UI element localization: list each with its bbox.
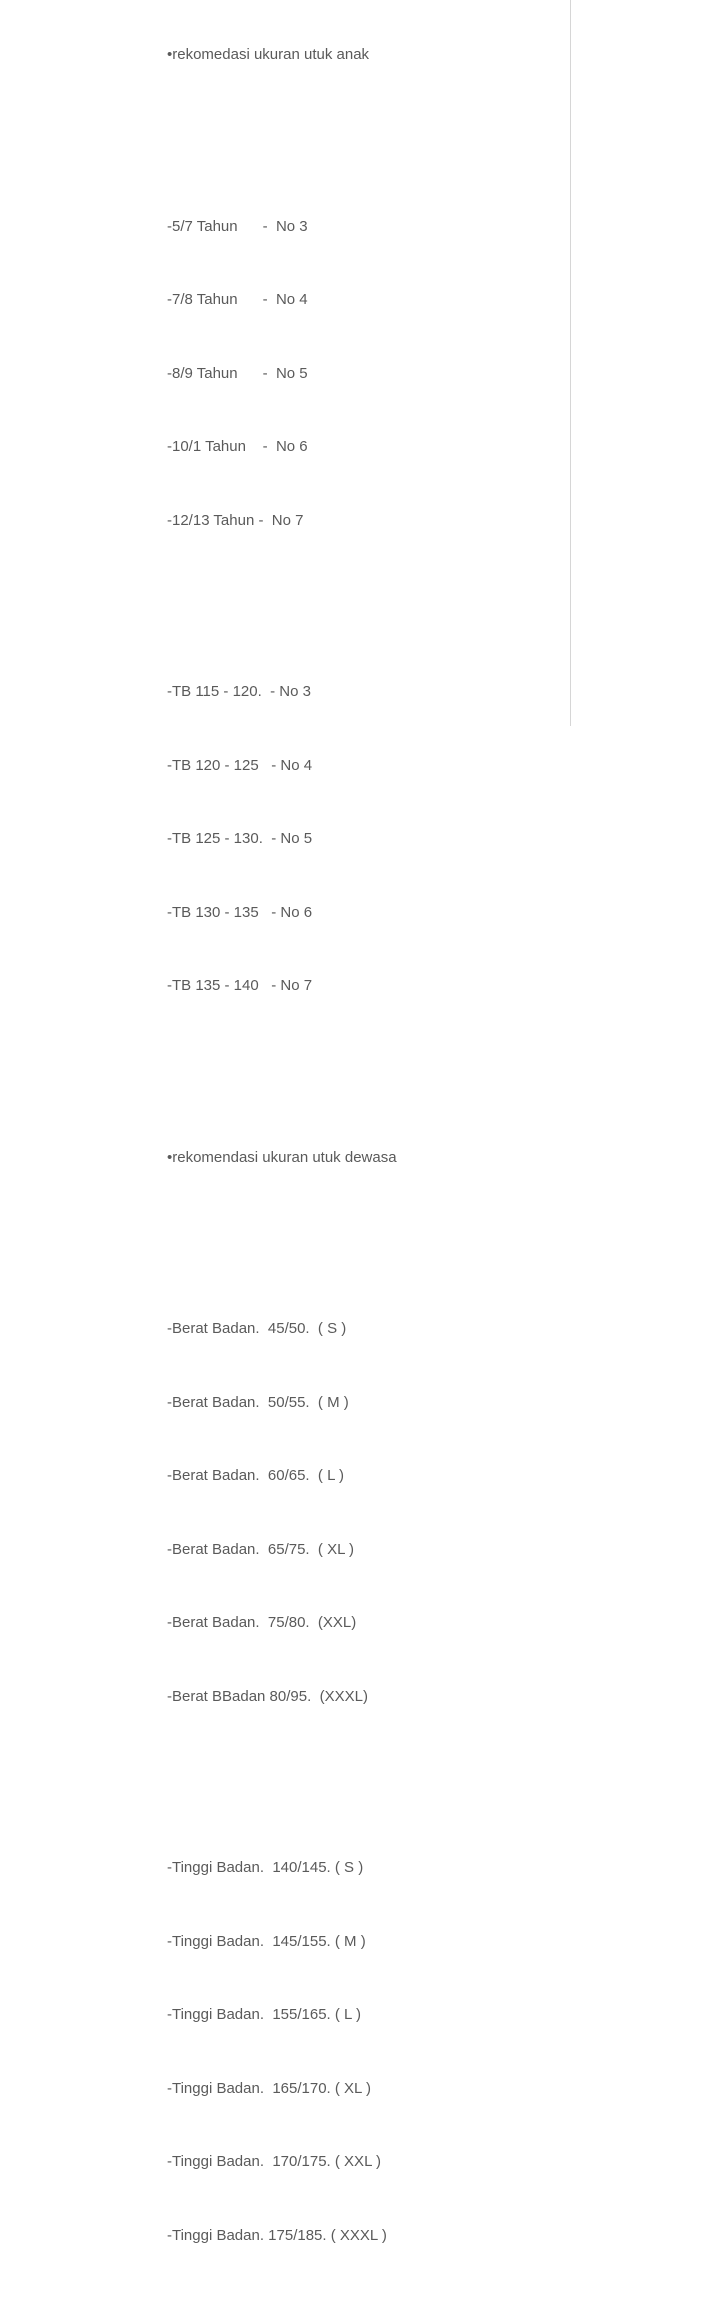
kids-age-row: -8/9 Tahun - No 5 (167, 364, 308, 382)
kids-age-row: -7/8 Tahun - No 4 (167, 291, 308, 308)
adult-weight-row: -Berat Badan. 45/50. ( S ) (167, 1320, 347, 1337)
kids-height-row: -TB 125 - 130. - No 5 (167, 830, 313, 847)
kids-age-row: -5/7 Tahun - No 3 (167, 217, 308, 235)
kids-age-row: -10/1 Tahun - No 6 (167, 438, 308, 455)
blank-line (167, 1219, 567, 1244)
adult-weight-row: -Berat Badan. 50/55. ( M ) (167, 1393, 349, 1411)
adult-weight-row: -Berat Badan. 60/65. ( L ) (167, 1467, 345, 1484)
adult-weight-row: -Berat BBadan 80/95. (XXXL) (167, 1687, 368, 1705)
adult-height-row: -Tinggi Badan. 140/145. ( S ) (167, 1859, 364, 1876)
blank-line (167, 1758, 567, 1783)
adult-height-row: -Tinggi Badan. 155/165. ( L ) (167, 2006, 362, 2023)
adult-height-row: -Tinggi Badan. 145/155. ( M ) (167, 1932, 366, 1950)
adult-height-row: -Tinggi Badan. 170/175. ( XXL ) (167, 2153, 382, 2170)
kids-height-row: -TB 115 - 120. - No 3 (167, 683, 311, 700)
vertical-divider (570, 0, 571, 726)
adult-weight-row: -Berat Badan. 65/75. ( XL ) (167, 1540, 355, 1558)
adult-heading: •rekomendasi ukuran utuk dewasa (167, 1148, 397, 1166)
blank-line (167, 117, 567, 142)
kids-height-row: -TB 120 - 125 - No 4 (167, 756, 313, 774)
kids-height-row: -TB 135 - 140 - No 7 (167, 977, 313, 994)
adult-height-row: -Tinggi Badan. 165/170. ( XL ) (167, 2079, 372, 2097)
adult-height-row: -Tinggi Badan. 175/185. ( XXXL ) (167, 2226, 387, 2244)
size-recommendation-text (167, 0, 567, 2297)
blank-line (167, 1048, 567, 1073)
adult-weight-row: -Berat Badan. 75/80. (XXL) (167, 1614, 357, 1631)
kids-height-row: -TB 130 - 135 - No 6 (167, 903, 313, 921)
kids-heading: •rekomedasi ukuran utuk anak (167, 46, 370, 63)
kids-age-row: -12/13 Tahun - No 7 (167, 511, 304, 529)
blank-line (167, 582, 567, 607)
